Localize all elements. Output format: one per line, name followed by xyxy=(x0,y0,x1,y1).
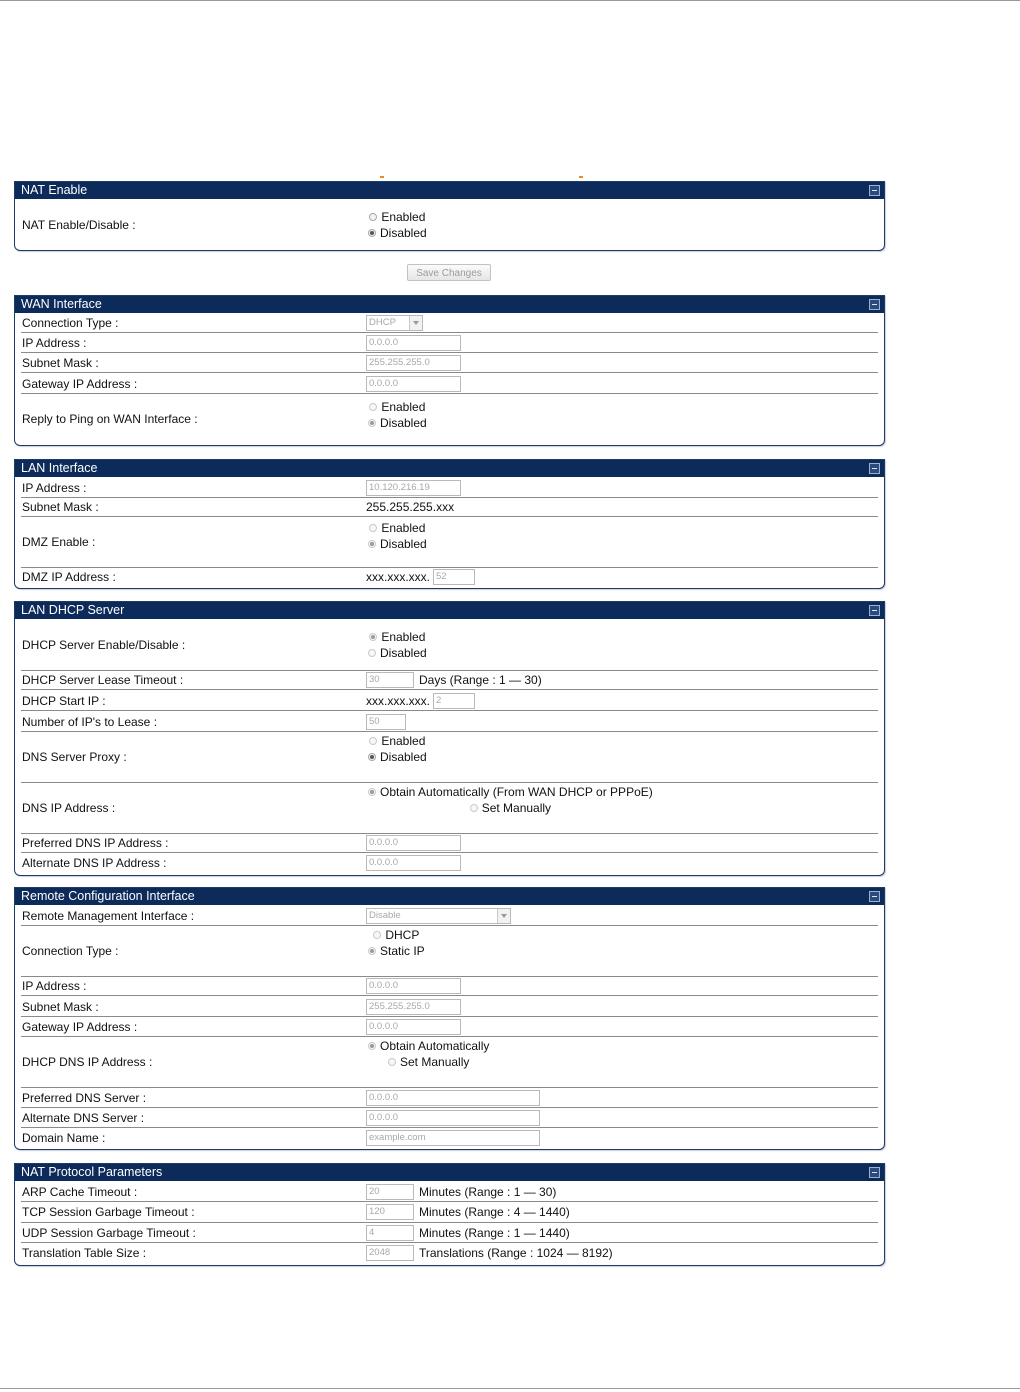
radio-icon[interactable] xyxy=(388,1058,396,1066)
collapse-icon[interactable] xyxy=(869,185,880,196)
remote-management-select[interactable] xyxy=(366,908,511,924)
panel-header xyxy=(15,182,884,199)
dns-ip-row xyxy=(21,783,878,834)
chevron-down-icon[interactable] xyxy=(409,316,422,330)
field-label: DMZ IP Address : xyxy=(22,570,116,584)
radio-label: Disabled xyxy=(380,646,427,660)
panel-header xyxy=(15,296,884,313)
collapse-icon[interactable] xyxy=(869,1167,880,1178)
radio-label: Enabled xyxy=(381,734,426,748)
translation-table-row xyxy=(21,1243,878,1262)
select-value: Disable xyxy=(369,909,401,921)
lan-interface-panel xyxy=(14,459,885,589)
radio-label: Set Manually xyxy=(400,1055,470,1069)
radio-label: Disabled xyxy=(380,416,427,430)
radio-selected-icon[interactable] xyxy=(368,540,376,548)
start-ip-input[interactable]: 2 xyxy=(433,693,475,709)
radio-option-enabled[interactable] xyxy=(367,733,425,749)
ip-prefix: xxx.xxx.xxx. xyxy=(366,570,431,584)
radio-option-disabled[interactable] xyxy=(366,415,427,431)
field-label: Connection Type : xyxy=(22,316,119,330)
radio-selected-icon[interactable] xyxy=(368,947,376,955)
field-label: Preferred DNS Server : xyxy=(22,1090,147,1105)
lan-ip-row xyxy=(21,479,878,498)
radio-option-auto[interactable] xyxy=(366,784,653,800)
remote-ip-row xyxy=(21,977,878,996)
radio-icon[interactable] xyxy=(369,524,377,532)
remote-domain-row xyxy=(21,1128,878,1147)
radio-option-enabled[interactable] xyxy=(367,399,425,415)
field-label: Remote Management Interface : xyxy=(22,908,195,923)
nat-protocol-panel xyxy=(14,1163,885,1266)
dmz-ip-input[interactable]: 52 xyxy=(433,569,475,585)
subnet-mask-value: 255.255.255.xxx xyxy=(366,500,455,514)
radio-label: Disabled xyxy=(380,226,427,240)
alternate-dns-input[interactable]: 0.0.0.0 xyxy=(366,855,461,871)
radio-option-enabled[interactable] xyxy=(367,520,425,536)
lease-count-input[interactable]: 50 xyxy=(366,714,406,730)
panel-title: Remote Configuration Interface xyxy=(21,889,195,903)
dhcp-start-row xyxy=(21,691,878,711)
arp-timeout-row xyxy=(21,1182,878,1202)
radio-selected-icon[interactable] xyxy=(369,633,377,641)
preferred-dns-input[interactable]: 0.0.0.0 xyxy=(366,1090,540,1106)
radio-label: Enabled xyxy=(381,400,426,414)
field-label: Domain Name : xyxy=(22,1130,106,1145)
preferred-dns-input[interactable]: 0.0.0.0 xyxy=(366,835,461,851)
wan-subnet-row xyxy=(21,354,878,373)
field-label: UDP Session Garbage Timeout : xyxy=(22,1225,196,1240)
gateway-input[interactable]: 0.0.0.0 xyxy=(366,1019,461,1035)
field-label: Connection Type : xyxy=(22,944,119,958)
radio-selected-icon[interactable] xyxy=(368,1042,376,1050)
panel-title: LAN DHCP Server xyxy=(21,603,125,617)
radio-label: Enabled xyxy=(381,630,426,644)
dhcp-dns-radio-group xyxy=(366,1038,489,1070)
collapse-icon[interactable] xyxy=(869,463,880,474)
range-hint: Minutes (Range : 4 — 1440) xyxy=(419,1205,570,1219)
lan-dmz-row xyxy=(21,517,878,568)
ip-prefix: xxx.xxx.xxx. xyxy=(366,693,431,708)
translation-table-input[interactable]: 2048 xyxy=(366,1245,414,1261)
ip-address-input[interactable]: 0.0.0.0 xyxy=(366,335,461,351)
lease-timeout-input[interactable]: 30 xyxy=(366,672,414,688)
field-label: DNS Server Proxy : xyxy=(22,750,127,764)
wan-ip-row xyxy=(21,334,878,353)
field-label: IP Address : xyxy=(22,336,87,350)
dns-proxy-radio-group xyxy=(366,733,427,765)
radio-option-manual[interactable] xyxy=(386,1054,469,1070)
subnet-mask-input[interactable]: 255.255.255.0 xyxy=(366,999,461,1015)
top-rule xyxy=(0,0,1020,1)
select-value: DHCP xyxy=(369,317,396,328)
range-hint: Translations (Range : 1024 — 8192) xyxy=(419,1245,613,1260)
field-label: IP Address : xyxy=(22,979,87,993)
dns-ip-radio-group xyxy=(366,784,653,816)
radio-selected-icon[interactable] xyxy=(368,753,376,761)
field-label: Preferred DNS IP Address : xyxy=(22,836,169,850)
remote-config-panel xyxy=(14,887,885,1150)
remote-subnet-row xyxy=(21,997,878,1017)
remote-alt-dns-row xyxy=(21,1108,878,1128)
decor-mark-right xyxy=(579,176,583,178)
remote-dns-row xyxy=(21,1037,878,1088)
tcp-timeout-input[interactable]: 120 xyxy=(366,1204,414,1220)
field-label: DMZ Enable : xyxy=(22,535,96,549)
wan-ping-row xyxy=(21,395,878,443)
radio-label: Disabled xyxy=(380,750,427,764)
field-label: Subnet Mask : xyxy=(22,999,99,1014)
radio-option-auto[interactable] xyxy=(366,1038,489,1054)
radio-icon[interactable] xyxy=(470,804,478,812)
radio-icon[interactable] xyxy=(369,403,377,411)
connection-type-select[interactable] xyxy=(366,315,423,331)
radio-option-disabled[interactable] xyxy=(366,536,427,552)
nat-enable-radio-group xyxy=(366,209,427,241)
alternate-dns-input[interactable]: 0.0.0.0 xyxy=(366,1110,540,1126)
wan-connection-type-row xyxy=(21,314,878,333)
radio-icon[interactable] xyxy=(369,213,377,221)
ping-radio-group xyxy=(366,399,427,431)
field-label: Reply to Ping on WAN Interface : xyxy=(22,412,198,426)
radio-option-disabled[interactable] xyxy=(366,645,427,661)
dhcp-server-radio-group xyxy=(366,629,427,661)
dns-proxy-row xyxy=(21,732,878,783)
field-label: DHCP Server Enable/Disable : xyxy=(22,638,186,652)
dhcp-lease-row xyxy=(21,671,878,690)
nat-enable-panel xyxy=(14,181,885,251)
tcp-timeout-row xyxy=(21,1202,878,1223)
field-label: DNS IP Address : xyxy=(22,801,116,815)
field-label: Subnet Mask : xyxy=(22,500,99,514)
radio-icon[interactable] xyxy=(368,649,376,657)
range-hint: Minutes (Range : 1 — 1440) xyxy=(419,1225,570,1240)
collapse-icon[interactable] xyxy=(869,605,880,616)
collapse-icon[interactable] xyxy=(869,891,880,902)
panel-header xyxy=(15,602,884,619)
udp-timeout-input[interactable]: 4 xyxy=(366,1225,414,1241)
field-label: ARP Cache Timeout : xyxy=(22,1184,138,1199)
panel-title: WAN Interface xyxy=(21,297,102,311)
radio-selected-icon[interactable] xyxy=(368,229,376,237)
panel-header xyxy=(15,460,884,477)
field-label: Gateway IP Address : xyxy=(22,376,138,391)
dmz-radio-group xyxy=(366,520,427,552)
radio-option-disabled[interactable] xyxy=(366,749,427,765)
connection-type-radio-group xyxy=(366,927,425,959)
radio-label: Obtain Automatically (From WAN DHCP or PPPoE) xyxy=(380,785,653,799)
dhcp-server-row xyxy=(21,620,878,671)
arp-timeout-input[interactable]: 20 xyxy=(366,1184,414,1200)
field-label: TCP Session Garbage Timeout : xyxy=(22,1205,195,1219)
panel-title: NAT Enable xyxy=(21,183,88,197)
radio-label: Enabled xyxy=(381,521,426,535)
lan-dmz-ip-row xyxy=(21,568,878,586)
radio-option-static[interactable] xyxy=(366,943,425,959)
field-label: DHCP Server Lease Timeout : xyxy=(22,673,184,687)
ip-address-input[interactable]: 10.120.216.19 xyxy=(366,480,461,496)
domain-name-input[interactable]: example.com xyxy=(366,1130,540,1146)
remote-mgmt-row xyxy=(21,906,878,926)
panel-header xyxy=(15,1164,884,1181)
nat-enable-row xyxy=(21,201,878,249)
radio-label: Enabled xyxy=(381,210,426,224)
radio-label: Obtain Automatically xyxy=(380,1039,490,1053)
remote-gateway-row xyxy=(21,1017,878,1037)
lan-subnet-row xyxy=(21,498,878,517)
remote-conn-row xyxy=(21,926,878,977)
field-label: NAT Enable/Disable : xyxy=(22,218,136,232)
radio-option-dhcp[interactable] xyxy=(371,927,419,943)
field-label: DHCP DNS IP Address : xyxy=(22,1055,153,1069)
ip-address-input[interactable]: 0.0.0.0 xyxy=(366,978,461,994)
radio-option-disabled[interactable] xyxy=(366,225,427,241)
range-hint: Minutes (Range : 1 — 30) xyxy=(419,1184,557,1199)
field-label: Subnet Mask : xyxy=(22,356,99,370)
radio-icon[interactable] xyxy=(369,737,377,745)
radio-label: Static IP xyxy=(380,944,425,958)
gateway-input[interactable]: 0.0.0.0 xyxy=(366,376,461,392)
radio-icon[interactable] xyxy=(373,931,381,939)
field-label: Number of IP's to Lease : xyxy=(22,714,158,729)
chevron-down-icon[interactable] xyxy=(497,909,510,923)
bottom-rule xyxy=(0,1388,1020,1389)
radio-selected-icon[interactable] xyxy=(368,419,376,427)
decor-mark-left xyxy=(380,176,384,178)
radio-label: DHCP xyxy=(385,928,420,942)
field-label: IP Address : xyxy=(22,481,87,495)
alternate-dns-row xyxy=(21,853,878,872)
radio-label: Set Manually xyxy=(481,801,552,815)
collapse-icon[interactable] xyxy=(869,299,880,310)
dhcp-count-row xyxy=(21,712,878,732)
radio-label: Disabled xyxy=(380,537,427,551)
field-label: Alternate DNS IP Address : xyxy=(22,855,167,870)
preferred-dns-row xyxy=(21,834,878,853)
lan-dhcp-panel xyxy=(14,601,885,876)
field-label: Gateway IP Address : xyxy=(22,1019,138,1034)
radio-option-enabled[interactable] xyxy=(367,629,425,645)
radio-option-enabled[interactable] xyxy=(367,209,425,225)
udp-timeout-row xyxy=(21,1223,878,1243)
subnet-mask-input[interactable]: 255.255.255.0 xyxy=(366,355,461,371)
radio-option-manual[interactable] xyxy=(468,800,551,816)
wan-interface-panel xyxy=(14,295,885,446)
wan-gateway-row xyxy=(21,374,878,394)
panel-title: LAN Interface xyxy=(21,461,98,475)
save-changes-button[interactable]: Save Changes xyxy=(407,264,491,281)
remote-pref-dns-row xyxy=(21,1088,878,1108)
field-label: Translation Table Size : xyxy=(22,1245,147,1260)
radio-selected-icon[interactable] xyxy=(368,788,376,796)
panel-header xyxy=(15,888,884,905)
field-label: DHCP Start IP : xyxy=(22,693,106,708)
panel-title: NAT Protocol Parameters xyxy=(21,1165,163,1179)
field-label: Alternate DNS Server : xyxy=(22,1110,145,1125)
range-hint: Days (Range : 1 — 30) xyxy=(419,673,542,687)
